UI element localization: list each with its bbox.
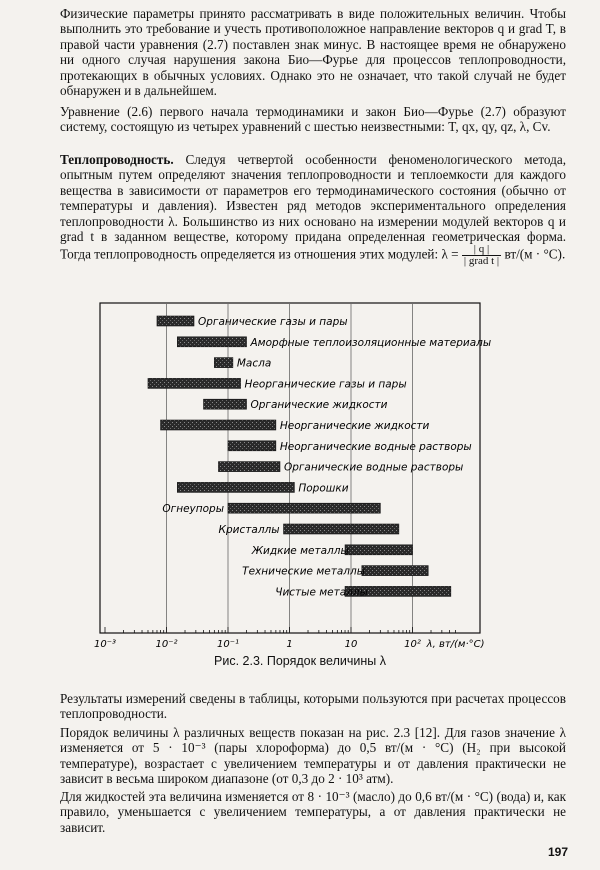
chart-x-axis: [94, 627, 485, 648]
paragraph-thermal-conductivity: [60, 152, 566, 267]
range-bar-label: Кристаллы: [218, 524, 280, 536]
range-bar: [157, 316, 194, 326]
range-bar-label: Аморфные теплоизоляционные материалы: [250, 336, 492, 349]
range-bar-label: Органические жидкости: [250, 399, 388, 412]
lambda-order-chart: [0, 298, 600, 648]
paragraph-results-tables: Результаты измерений сведены в таблицы, которыми пользуются при расчетах процессов теплопроводности.: [60, 691, 566, 722]
x-tick-label: 10: [344, 639, 358, 648]
range-bar-label: Органические газы и пары: [198, 316, 348, 328]
paragraph-thermal-conductivity-body: Следуя четвертой особенности феноменологического метода, опытным путем определяют значения теплопроводности и теплоемкости для каждого вещества в зависимости от параметров его термодинамического состояния (обычно от температуры и давления). Известен ряд методов экспериментального определения теплопроводности λ. Большинство из них основано на измерении модулей векторов q и grad t в заданном веществе, которому придана определенная геометрическая форма. Тогда теплопроводность определяется из отношения этих модулей: λ =: [60, 152, 566, 262]
range-bar-label: Масла: [236, 357, 272, 370]
x-axis-label: λ, вт/(м·°С): [426, 639, 485, 648]
lambda-unit: вт/(м · °C).: [501, 246, 566, 262]
range-bar: [218, 462, 279, 472]
x-tick-label: 10⁻¹: [216, 639, 240, 648]
paragraph-gases-lambda: Порядок величины λ различных веществ показан на рис. 2.3 [12]. Для газов значение λ изменяется от 5 · 10⁻³ (пары хлороформа) до 0,5 вт/(м · °C) (H₂ при высокой температуре), возрастает с увеличением температуры и от давления практически не зависит в весьма широком диапазоне (от 0,3 до 2 · 10³ атм).: [60, 725, 566, 787]
range-bar-label: Чистые металлы: [275, 586, 368, 599]
range-bar: [228, 503, 380, 513]
range-bar: [228, 441, 276, 451]
range-bar: [177, 482, 294, 492]
range-bar: [345, 545, 412, 555]
lambda-fraction: [462, 244, 501, 267]
range-bar-label: Неорганические водные растворы: [279, 440, 472, 453]
range-bar-label: Порошки: [298, 482, 349, 495]
lambda-fraction-numerator: | q |: [462, 244, 501, 256]
range-bar: [177, 337, 246, 347]
range-bar-label: Неорганические газы и пары: [244, 378, 407, 391]
lambda-fraction-denominator: | grad t |: [463, 255, 500, 268]
section-heading-teploprovodnost: Теплопроводность.: [60, 152, 174, 167]
x-tick-label: 1: [286, 639, 293, 648]
x-tick-label: 10²: [404, 639, 421, 648]
paragraph-biot-fourier: Физические параметры принято рассматривать в виде положительных величин. Чтобы выполнить это требование и учесть противоположное направление векторов q и grad T, в правой части уравнения (2.7) поставлен знак минус. В настоящее время не обнаружено ни одного случая нарушения закона Био—Фурье для процессов теплопроводности, протекающих в обычных условиях. Однако это не означает, что такой случай не будет обнаружен и в дальнейшем.: [60, 6, 566, 99]
range-bar-label: Технические металлы: [242, 565, 366, 578]
x-tick-label: 10⁻³: [93, 639, 117, 648]
range-bar-label: Органические водные растворы: [283, 461, 464, 474]
range-bar: [161, 420, 276, 430]
range-bar: [362, 566, 428, 576]
range-bar-label: Жидкие металлы: [251, 544, 349, 557]
range-bar: [148, 378, 241, 388]
range-bar-label: Неорганические жидкости: [279, 420, 430, 432]
page-number: 197: [548, 845, 569, 859]
range-bar: [214, 358, 233, 368]
paragraph-system-of-equations: Уравнение (2.6) первого начала термодинамики и закон Био—Фурье (2.7) образуют систему, состоящую из четырех уравнений с шестью неизвестными: T, qx, qy, qz, λ, Cv.: [60, 104, 566, 135]
range-bar-label: Огнеупоры: [162, 503, 224, 516]
figure-caption: Рис. 2.3. Порядок величины λ: [214, 654, 386, 668]
chart-bars: [148, 316, 491, 598]
paragraph-liquids-lambda: Для жидкостей эта величина изменяется от 8 · 10⁻³ (масло) до 0,6 вт/(м · °C) (вода) и, как правило, уменьшается с увеличением температуры, а от давления практически не зависит.: [60, 789, 566, 835]
x-tick-label: 10⁻²: [155, 639, 178, 648]
range-bar: [204, 399, 247, 409]
range-bar: [284, 524, 399, 534]
